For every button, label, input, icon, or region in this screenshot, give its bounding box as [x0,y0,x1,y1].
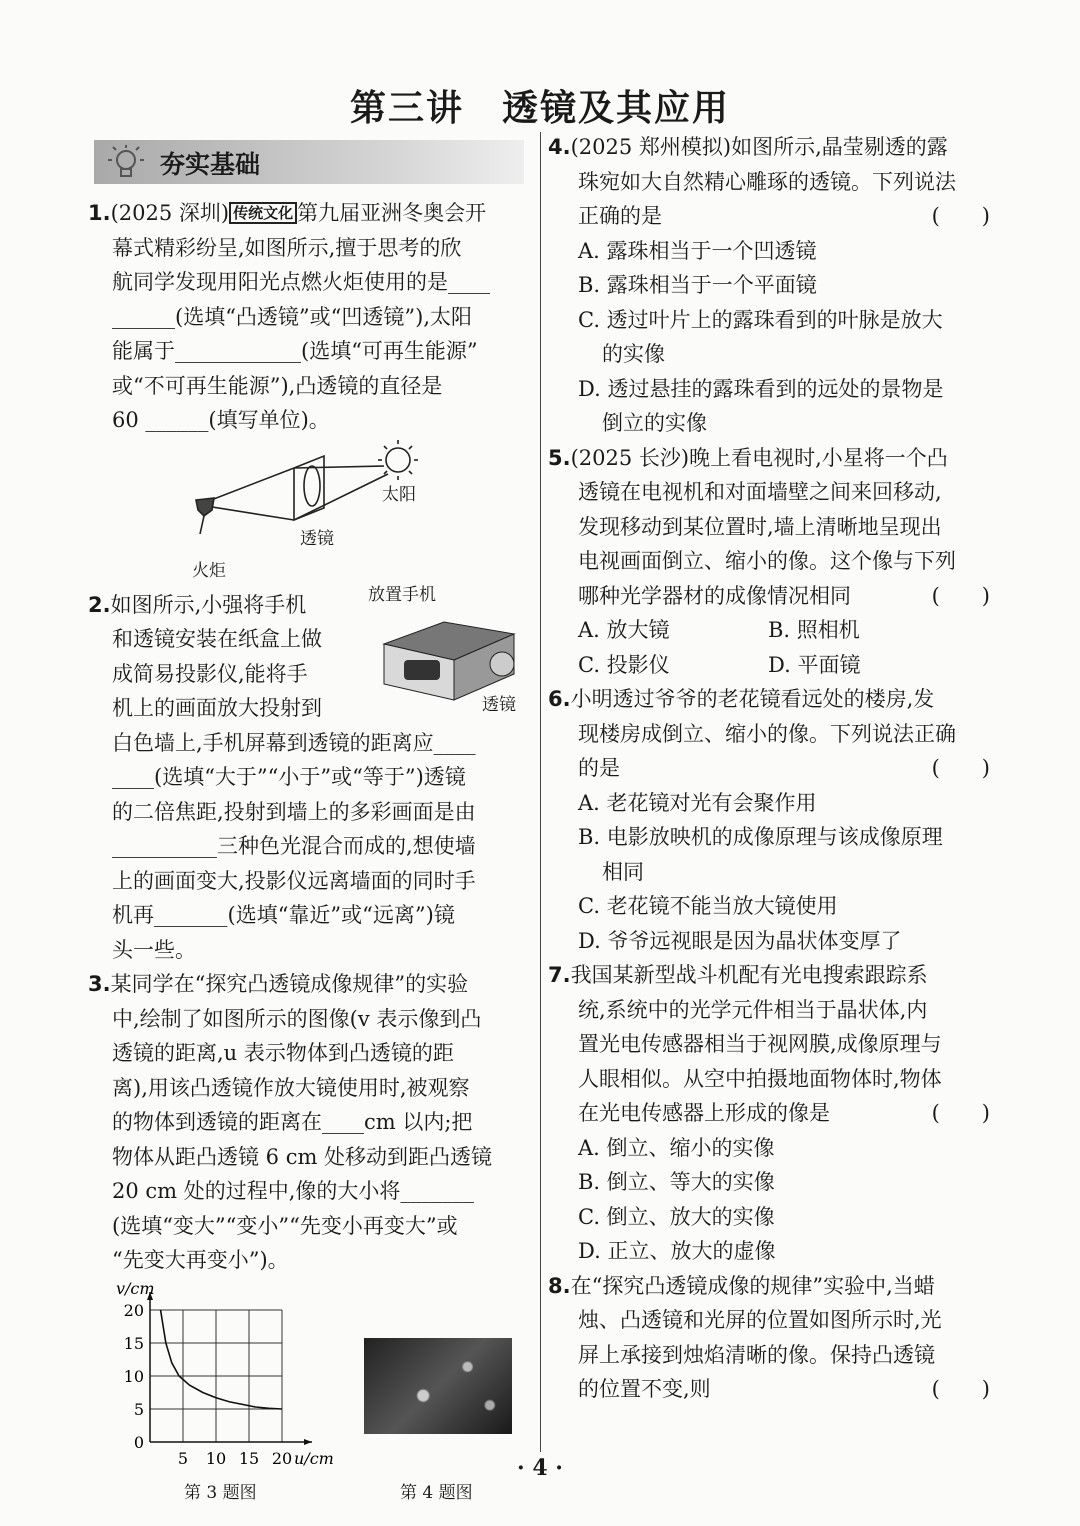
sun-icon [386,448,410,472]
question-number: 3. [88,972,111,996]
question-number: 7. [548,963,571,987]
answer-bracket: ( ) [931,756,990,780]
question-line: 珠宛如大自然精心雕琢的透镜。下列说法 [578,169,956,194]
chart-caption: 第 3 题图 [184,1482,257,1503]
question-line: 机上的画面放大投射到 [112,696,322,720]
question-line: 哪种光学器材的成像情况相同 [578,583,851,608]
y-tick-label: 0 [133,1432,144,1452]
x-tick-label: 20 [271,1448,293,1468]
question-text: 如图所示,小强将手机 [110,592,307,617]
question-8 [548,1269,998,1407]
torch-label: 火炬 [192,560,226,581]
question-line: 60 ______(填写单位)。 [112,408,330,432]
option-d: D. 正立、放大的虚像 [578,1239,776,1263]
question-text: (2025 郑州模拟)如图所示,晶莹剔透的露 [570,135,948,159]
question-line: 透镜在电视机和对面墙壁之间来回移动, [578,480,942,504]
question-1 [88,196,528,588]
y-tick-label: 5 [133,1399,144,1419]
x-tick-label: 5 [177,1448,189,1468]
question-5 [548,441,998,683]
question-7 [548,958,998,1269]
question-line: 置光电传感器相当于视网膜,成像原理与 [578,1032,942,1056]
question-line: 屏上承接到烛焰清晰的像。保持凸透镜 [578,1342,935,1367]
question-line: 统,系统中的光学元件相当于晶状体,内 [578,997,928,1022]
answer-bracket: ( ) [931,204,990,228]
question-line: 航同学发现用阳光点燃火炬使用的是____ [112,270,490,294]
option-c: C. 透过叶片上的露珠看到的叶脉是放大 [578,307,943,332]
y-tick-label: 15 [123,1333,144,1353]
question-line: 能属于____________(选填“可再生能源” [112,339,478,363]
question-4 [548,130,998,441]
question-line: (选填“变大”“变小”“先变小再变大”或 [112,1213,458,1238]
option-d: D. 平面镜 [768,652,861,677]
projector-figure [364,580,524,715]
question-line: 20 cm 处的过程中,像的大小将_______ [112,1179,474,1203]
question-3 [88,967,528,1278]
question-line: 和透镜安装在纸盒上做 [112,627,322,651]
question-line: 成简易投影仪,能将手 [112,661,308,686]
option-a: A. 倒立、缩小的实像 [578,1135,775,1160]
question-line: 烛、凸透镜和光屏的位置如图所示时,光 [578,1308,942,1332]
column-divider [540,132,541,1452]
option-b: B. 电影放映机的成像原理与该成像原理 [578,825,943,849]
option-a: A. 露珠相当于一个凹透镜 [578,238,817,263]
sun-lens-diagram [88,438,528,588]
y-axis-label: v/cm [116,1281,155,1298]
question-line: 的二倍焦距,投射到墙上的多彩画面是由 [112,799,476,824]
option-b: B. 照相机 [768,618,860,642]
option-c-cont: 的实像 [602,342,665,366]
question-line: 或“不可再生能源”),凸透镜的直径是 [112,373,443,398]
question-number: 6. [548,687,571,711]
question-line: ______(选填“凸透镜”或“凹透镜”),太阳 [112,304,473,329]
lightbulb-icon [100,144,152,180]
question-number: 4. [548,135,571,159]
photo-caption: 第 4 题图 [400,1482,473,1503]
left-column [88,140,528,1508]
x-tick-label: 10 [205,1448,227,1468]
question-line: 机再_______(选填“靠近”或“远离”)镜 [112,903,455,927]
y-tick-label: 10 [123,1366,144,1386]
option-c: C. 倒立、放大的实像 [578,1204,775,1229]
dew-photo [364,1338,512,1434]
question-2 [88,584,528,968]
question-line: 上的画面变大,投影仪远离墙面的同时手 [112,868,476,893]
option-a: A. 老花镜对光有会聚作用 [578,790,817,815]
option-c: C. 老花镜不能当放大镜使用 [578,894,838,918]
question-line: 在光电传感器上形成的像是 [578,1101,830,1125]
option-d: D. 爷爷远视眼是因为晶状体变厚了 [578,928,902,953]
x-tick-label: 15 [238,1448,260,1468]
question-line: 的是 [578,756,620,780]
question-6 [548,682,998,958]
answer-bracket: ( ) [931,1377,990,1401]
section-title: 夯实基础 [160,150,261,179]
question-line: 幕式精彩纷呈,如图所示,擅于思考的欣 [112,235,462,260]
question-line: 现楼房成倒立、缩小的像。下列说法正确 [578,721,956,746]
question-line: 的物体到透镜的距离在____cm 以内;把 [112,1110,473,1134]
right-column [548,130,998,1407]
culture-tag: 传统文化 [229,202,297,224]
torch-figure [88,438,528,588]
section-banner [94,140,524,184]
option-b: B. 倒立、等大的实像 [578,1170,775,1194]
answer-bracket: ( ) [931,583,990,608]
question-text: 某同学在“探究凸透镜成像规律”的实验 [110,972,469,996]
option-d: D. 透过悬挂的露珠看到的远处的景物是 [578,376,944,401]
option-d-cont: 倒立的实像 [602,411,707,435]
question-text: 在“探究凸透镜成像的规律”实验中,当蜡 [570,1273,935,1298]
question-line: 正确的是 [578,204,662,228]
question-line: 离),用该凸透镜作放大镜使用时,被观察 [112,1075,470,1100]
series-line [161,1310,282,1409]
question-line: ____(选填“大于”“小于”或“等于”)透镜 [112,765,466,789]
question-number: 5. [548,445,571,470]
question-text: 第九届亚洲冬奥会开 [297,201,487,225]
lens-label: 透镜 [482,694,516,715]
question-line: 透镜的距离,u 表示物体到凸透镜的距 [112,1041,454,1065]
question-line: 中,绘制了如图所示的图像(v 表示像到凸 [112,1006,482,1031]
option-c: C. 投影仪 [578,652,670,677]
question-line: 人眼相似。从空中拍摄地面物体时,物体 [578,1066,942,1091]
option-b-cont: 相同 [602,859,644,884]
answer-bracket: ( ) [931,1101,990,1125]
question-line: __________三种色光混合而成的,想使墙 [112,834,476,858]
projector-box-image [364,604,524,704]
x-axis-label: u/cm [294,1448,334,1468]
question-line: 的位置不变,则 [578,1377,711,1401]
question-text: 我国某新型战斗机配有光电搜索跟踪系 [570,963,928,987]
question-line: 发现移动到某位置时,墙上清晰地呈现出 [578,514,942,539]
v-u-chart [98,1282,368,1482]
sun-label: 太阳 [382,484,416,505]
question-line: “先变大再变小”)。 [112,1248,289,1272]
question-text: 小明透过爷爷的老花镜看远处的楼房,发 [570,687,935,711]
phone-label: 放置手机 [368,584,436,605]
question-number: 8. [548,1273,571,1298]
option-a: A. 放大镜 [578,618,670,642]
x-axis-arrow [304,1439,312,1445]
question-line: 头一些。 [112,937,196,962]
lens-label: 透镜 [300,528,334,549]
question-line: 白色墙上,手机屏幕到透镜的距离应____ [112,730,476,755]
question-number: 2. [88,592,111,617]
page-number: · 4 · [517,1455,563,1481]
question-line: 物体从距凸透镜 6 cm 处移动到距凸透镜 [112,1144,493,1169]
option-b: B. 露珠相当于一个平面镜 [578,273,817,297]
question-text: (2025 长沙)晚上看电视时,小星将一个凸 [570,445,948,470]
question-number: 1. [88,201,111,225]
question-line: 电视画面倒立、缩小的像。这个像与下列 [578,549,956,573]
y-tick-label: 20 [123,1300,144,1320]
page-title: 第三讲 透镜及其应用 [349,87,730,129]
question-source: (2025 深圳) [110,201,230,225]
